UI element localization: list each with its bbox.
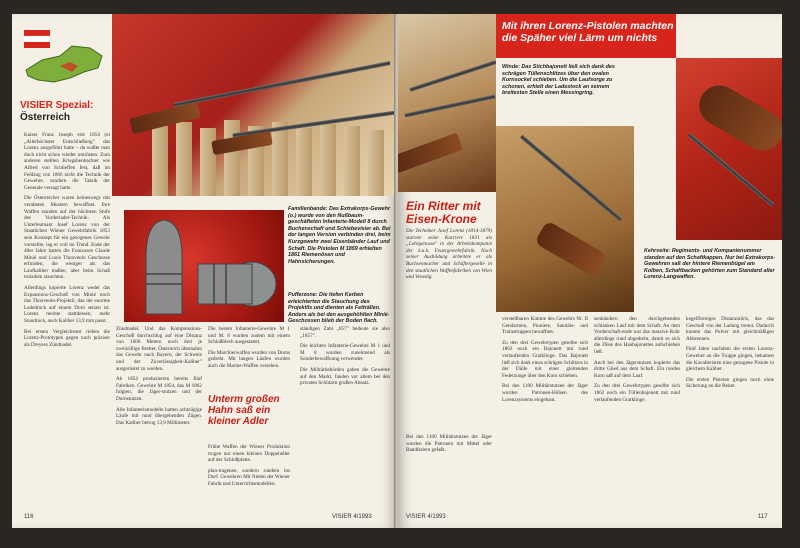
text-column-3-top: Die besten Infanterie-Gewehre M 1 und M. 8 wurden zudem mit einem Schloßblech ausgestattet. Die Marchierwaffen wurden von Dorns gedreht. Mit langen Läufen wurden auch die Marine-Waffen versehen. (208, 326, 291, 369)
footer-right: VISIER 4/1993 (406, 514, 446, 520)
text-column-2: Zündnadel. Und das Kompressions-Geschoß durchschlug auf eine Distanz von 1600 Metern noch drei je zweizöllige Bretter. Österreich übernahm das Gewehr nach Bayern, der Schweiz und der Zuverlässigkeit-Kaliber" ausgerüstet zu werden. Ab 1854 produzierten bereits fünf Fabriken. Gewehre M 1854, das M 1862 folgten, die Jäger-stutzen und der Dornstutzen. Alle Infanteriemodelle hatten achtzügige Läufe mit rund übergehenden Zügen. Das Kaliber betrug 13,9 Millimeter. (116, 326, 202, 426)
subhead-adler: Unterm großen Hahn saß ein kleiner Adler (208, 394, 280, 427)
text-column-r3: senbändern den durchgehenden schlanken Lauf mit dem Schaft. An dem Vorderschaft-ende war das massive Rohr allerdings rund abgedreht, damit es sich die Düse des Haubajonettes aufschieben ließ. Auch bei den Jägerstutzen kopierte das dritte Glied aus dem Schaft. Ein rundes Korn saß auf dem Lauf. Zu den drei Gewehrtypen gesellte sich 1862 noch ein Tüllenbajonett mit rund verlaufenden Gratklinge. (594, 316, 680, 403)
caption-kehrseite: Kehrseite: Regiments- und Kompanienummer standen auf den Schaftkappen. Nur bei Extrakorps-Gewehren saß der hintere Riemenbügel am Kolben, Schaftbacken gehörten zum Standard aller Lorenz-Langwaffen. (644, 248, 776, 281)
austria-map-icon (20, 26, 106, 98)
article-headline: Mit ihren Lorenz-Pistolen machten die Späher viel Lärm um nichts (502, 20, 674, 44)
subhead-ritter: Ein Ritter mit Eisen-Krone (406, 199, 481, 226)
footer-left: VISIER 4/1993 (332, 514, 372, 520)
text-column-1: Kaiser Franz Joseph erst 1854 (ei „Allerhöchster Entschließung" das Lorenz ausgeführt hatte – da wußte man doch nicht schon wieder umrüsten. Zum anderen stellten Kriegsbeobachter wie Alfred von Schlieffen fest, daß im Feldzug von 1866 nicht die Technik der Gewehre, sondern die Taktik der Generale versagt hatte. Die Österreicher waren keineswegs mit veralteten Mustern bewaffnet. Ihre Waffen standen auf der höchsten Stufe des Vorderlader-Technik. Als Unterleutnant Josef Lorenz von der Staatlichen Wiener Gewehrfabrik 1853 sein Konzept für ein gezogenes Gewehr vorstellte, lag er voll im Trend. Ende der 40er Jahre hatten die Franzosen Claude Minié und Louis Thouvenin Geschosse erfunden, die weniger als das Laufkaliber maßen, aber beim Schuß trotzdem stauchten. Allerdings kopierte Lorenz weder das Expansions-Geschoß von Minié noch das Thouvenin-Projektil, das der enorme Ladedruck auf einem Dorn setzen ist. Lorenz meinte stattdessen, mehr Staudruck, auch Kaliber 13,9 mm passt. Bei ersten Vergleichstest rieben die Lorenz-Prototypen gegen nach präziser als Dreyses Zündnadel. (24, 132, 110, 348)
rifle-photo (112, 14, 396, 196)
left-page (12, 14, 396, 528)
caption-bullet: Pufferzone: Die tiefen Kerben erleichterten die Stauchung des Projektils und dienten als Fetträllen. Anders als bei den ausgehöhlten Minié-Geschossen blieb der Boden flach. (288, 292, 390, 325)
text-column-r1-bottom: Bei den 1100 Militärstutzen der Jäger wurden die Patronen mit Mittel oder Bandfedern gefaßt. (406, 434, 492, 454)
text-column-r1: Die Techniker Josef Lorenz (1814-1879) startete seine Karriere 1831 als „Lehrgenosse" in der Arbeitskompanie der k.u.k. Feuergewehrfabrik. Nach seiner Ausbildung arbeitete er als Buchsenmacher und Schäftergeselle in den staatlichen Waffenfabriken von Wien und Venedig. (406, 228, 492, 281)
bullet-lying-icon (194, 260, 278, 308)
austria-series-badge (20, 26, 106, 124)
series-label: VISIER Spezial: (20, 100, 94, 111)
bayonet-photo (398, 14, 496, 192)
bullet-photo (124, 210, 284, 322)
pistol-photo-middle (496, 126, 634, 312)
text-column-3: Frühe Waffen der Wiener Produktion trugen nur einen kleinen Doppeladler auf der Schloßplatte. plan-tragenen, sondern rundem ins Dorf. Gewehren Mit Nieten der Wiener Fabrik und Unterrichtsmodellen. (208, 444, 290, 487)
text-column-4: ständigen Zahl „857" bedeute sie also „1857". Die leichten Infanterie-Gewehre M 1 und M 8 wurden zunehmend als Sonderbewaffnung verwendet. Die Militärbehörden gaben die Gewehre auf den Markt, fanden vor allem bei den privaten Schützen großen Absatz. (300, 326, 390, 387)
caption-rifle: Familienbande: Das Extrakorps-Gewehr (o.) wurde von den Nußbaum-geschäfteten Infanterie-Modell 8 durch Buchenschaft und Schiebevisier ab. Bei der langen Version verbinden drei, beim Kurzgewehr zwei Eisenbänder Lauf und Schaft. Die Pistolen M 1859 erhielten 1861 Riemenösen und Hahnsicherungen. (288, 206, 391, 265)
bullet-standing-icon (142, 218, 186, 316)
rifle-barrel-1 (174, 61, 391, 107)
caption-bayonet: Winde: Das Stichbajonett ließ sich dank des schrägen Tüllenschlitzes über den ovalen Kornsockel schieben. Um die Laufsorge zu schonen, erhielt der Ladestock an seinem breitesten Stelle einen Messingring. (502, 64, 615, 97)
page-number-left: 116 (24, 514, 34, 520)
right-page (398, 14, 782, 528)
pistol-photo-right (676, 58, 782, 240)
text-column-r2: verstellbaren Kimme des Gewehrs Nr. II Gendarmen, Pioniere, Sanitäts- und Trainstruppen bewaffnet. Zu den drei Gewehrtypen gesellte sich 1862 noch ein Bajonett mit rund verlaufenden Gratklinge. Das Bajonett ließ sich dank eines schrägen Schlitzes in der Dülle mit einer gleitenden Federzunge über den Korn schieben. Bei den 1100 Militärstutzen der Jäger wurden Patronen-Hülsen des Lorenzsystems eingebaut. (502, 316, 588, 403)
page-number-right: 117 (758, 514, 768, 520)
text-column-r4: kegelförmiges Distanzstück, das das Geschoß von der Ladung trennt. Dadurch konnte das Pulver mit gleichmäßigen Abbrennen. Fünf Jahre nachdem die ersten Lorenz-Gewehre an die Truppe gingen, bekamen die Kavalleristen eine gezogene Pistole in gleichem Kaliber. Die ersten Pistolen gingen noch ohne Sicherung an die Reiter. (686, 316, 774, 390)
series-country: Österreich (20, 112, 71, 123)
headline-bar (496, 14, 676, 58)
